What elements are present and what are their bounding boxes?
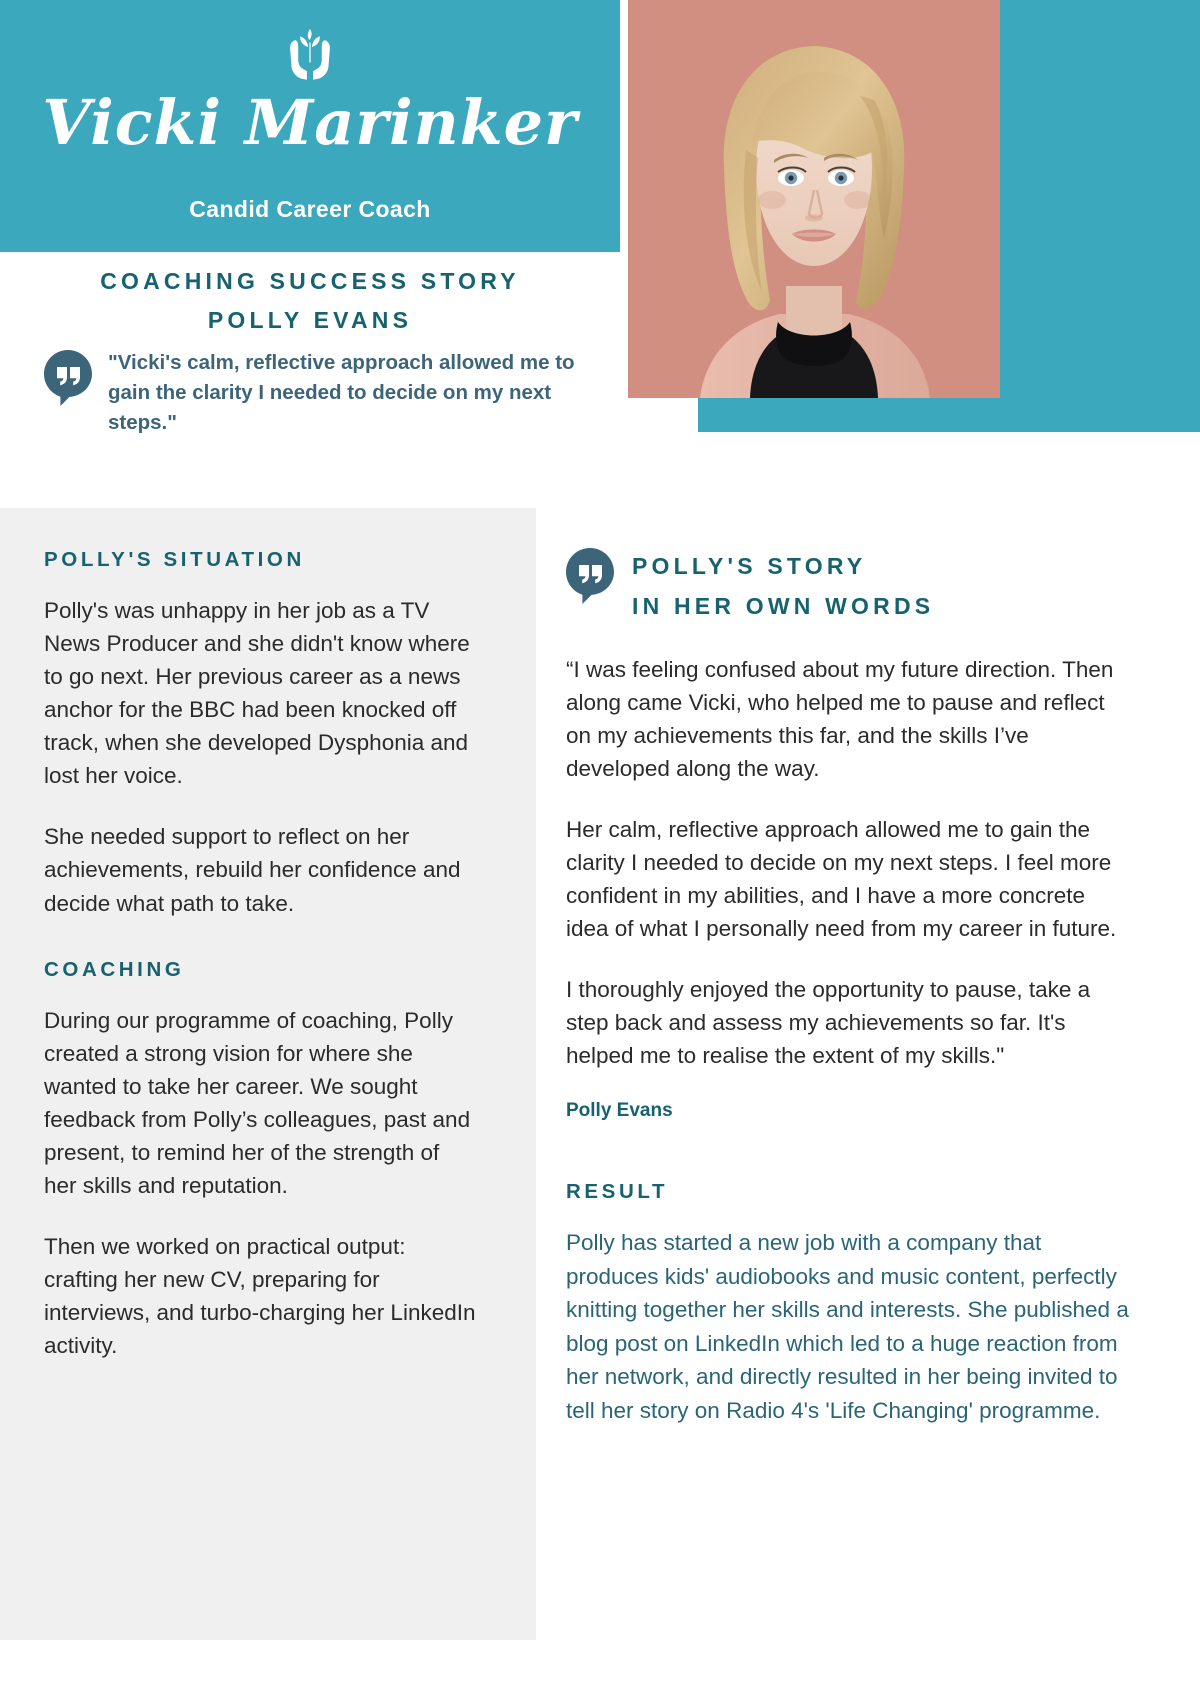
- own-words-header-text: [632, 546, 934, 627]
- own-words-line2: IN HER OWN WORDS: [632, 593, 935, 620]
- story-header: [0, 262, 620, 339]
- story-header-line2: POLLY EVANS: [207, 306, 413, 333]
- quote-bubble-icon: [566, 548, 614, 604]
- coaching-heading: COACHING: [44, 957, 185, 981]
- result-heading: RESULT: [566, 1180, 669, 1204]
- story-header-line1: COACHING SUCCESS STORY: [100, 268, 520, 294]
- brand-tagline: Candid Career Coach: [189, 196, 431, 222]
- coaching-paragraph-1: During our programme of coaching, Polly created a strong vision for where she wanted to take her career. We sought feedback from Polly’s colleagues, past and present, to remind her of the strength of her skills and reputation.: [44, 1007, 471, 1198]
- situation-heading: POLLY'S SITUATION: [44, 548, 305, 571]
- right-column: [566, 546, 1132, 1427]
- quote-attribution: Polly Evans: [566, 1100, 673, 1122]
- story-paragraph-1: “I was feeling confused about my future direction. Then along came Vicki, who helped me to pause and reflect on my achievements this far, and the skills I’ve developed along the way.: [566, 656, 1114, 781]
- situation-paragraph-1: Polly's was unhappy in her job as a TV News Producer and she didn't know where to go next. Her previous career as a news anchor for the BBC had been knocked off track, when she developed Dysphonia and lost her voice.: [44, 598, 470, 789]
- own-words-header: [566, 546, 1132, 627]
- pull-quote-text: "Vicki's calm, reflective approach allowed me to gain the clarity I needed to decide on my next steps.": [108, 351, 575, 435]
- polly-evans-portrait: [628, 0, 1000, 398]
- left-column: [44, 548, 476, 1362]
- situation-paragraph-2: She needed support to reflect on her achievements, rebuild her confidence and decide what path to take.: [44, 824, 461, 916]
- brand-name: Vicki Marinker: [42, 86, 578, 159]
- story-paragraph-2: Her calm, reflective approach allowed me to gain the clarity I needed to decide on my next steps. I feel more confident in my abilities, and I have a more concrete idea of what I personally need from my career in future.: [566, 816, 1117, 941]
- pull-quote: [44, 348, 604, 438]
- hands-plant-icon: [279, 24, 341, 86]
- coaching-paragraph-2: Then we worked on practical output: crafting her new CV, preparing for interviews, and turbo-charging her LinkedIn activity.: [44, 1233, 476, 1359]
- own-words-line1: POLLY'S STORY: [632, 553, 867, 579]
- header-banner: [0, 0, 620, 252]
- result-paragraph: Polly has started a new job with a company that produces kids' audiobooks and music content, perfectly knitting together her skills and interests. She published a blog post on LinkedIn which led to a huge reaction from her network, and directly resulted in her being invited to tell her story on Radio 4's 'Life Changing' programme.: [566, 1230, 1129, 1423]
- story-paragraph-3: I thoroughly enjoyed the opportunity to pause, take a step back and assess my achievements so far. It's helped me to realise the extent of my skills.": [566, 977, 1091, 1069]
- quote-bubble-icon: [44, 350, 92, 406]
